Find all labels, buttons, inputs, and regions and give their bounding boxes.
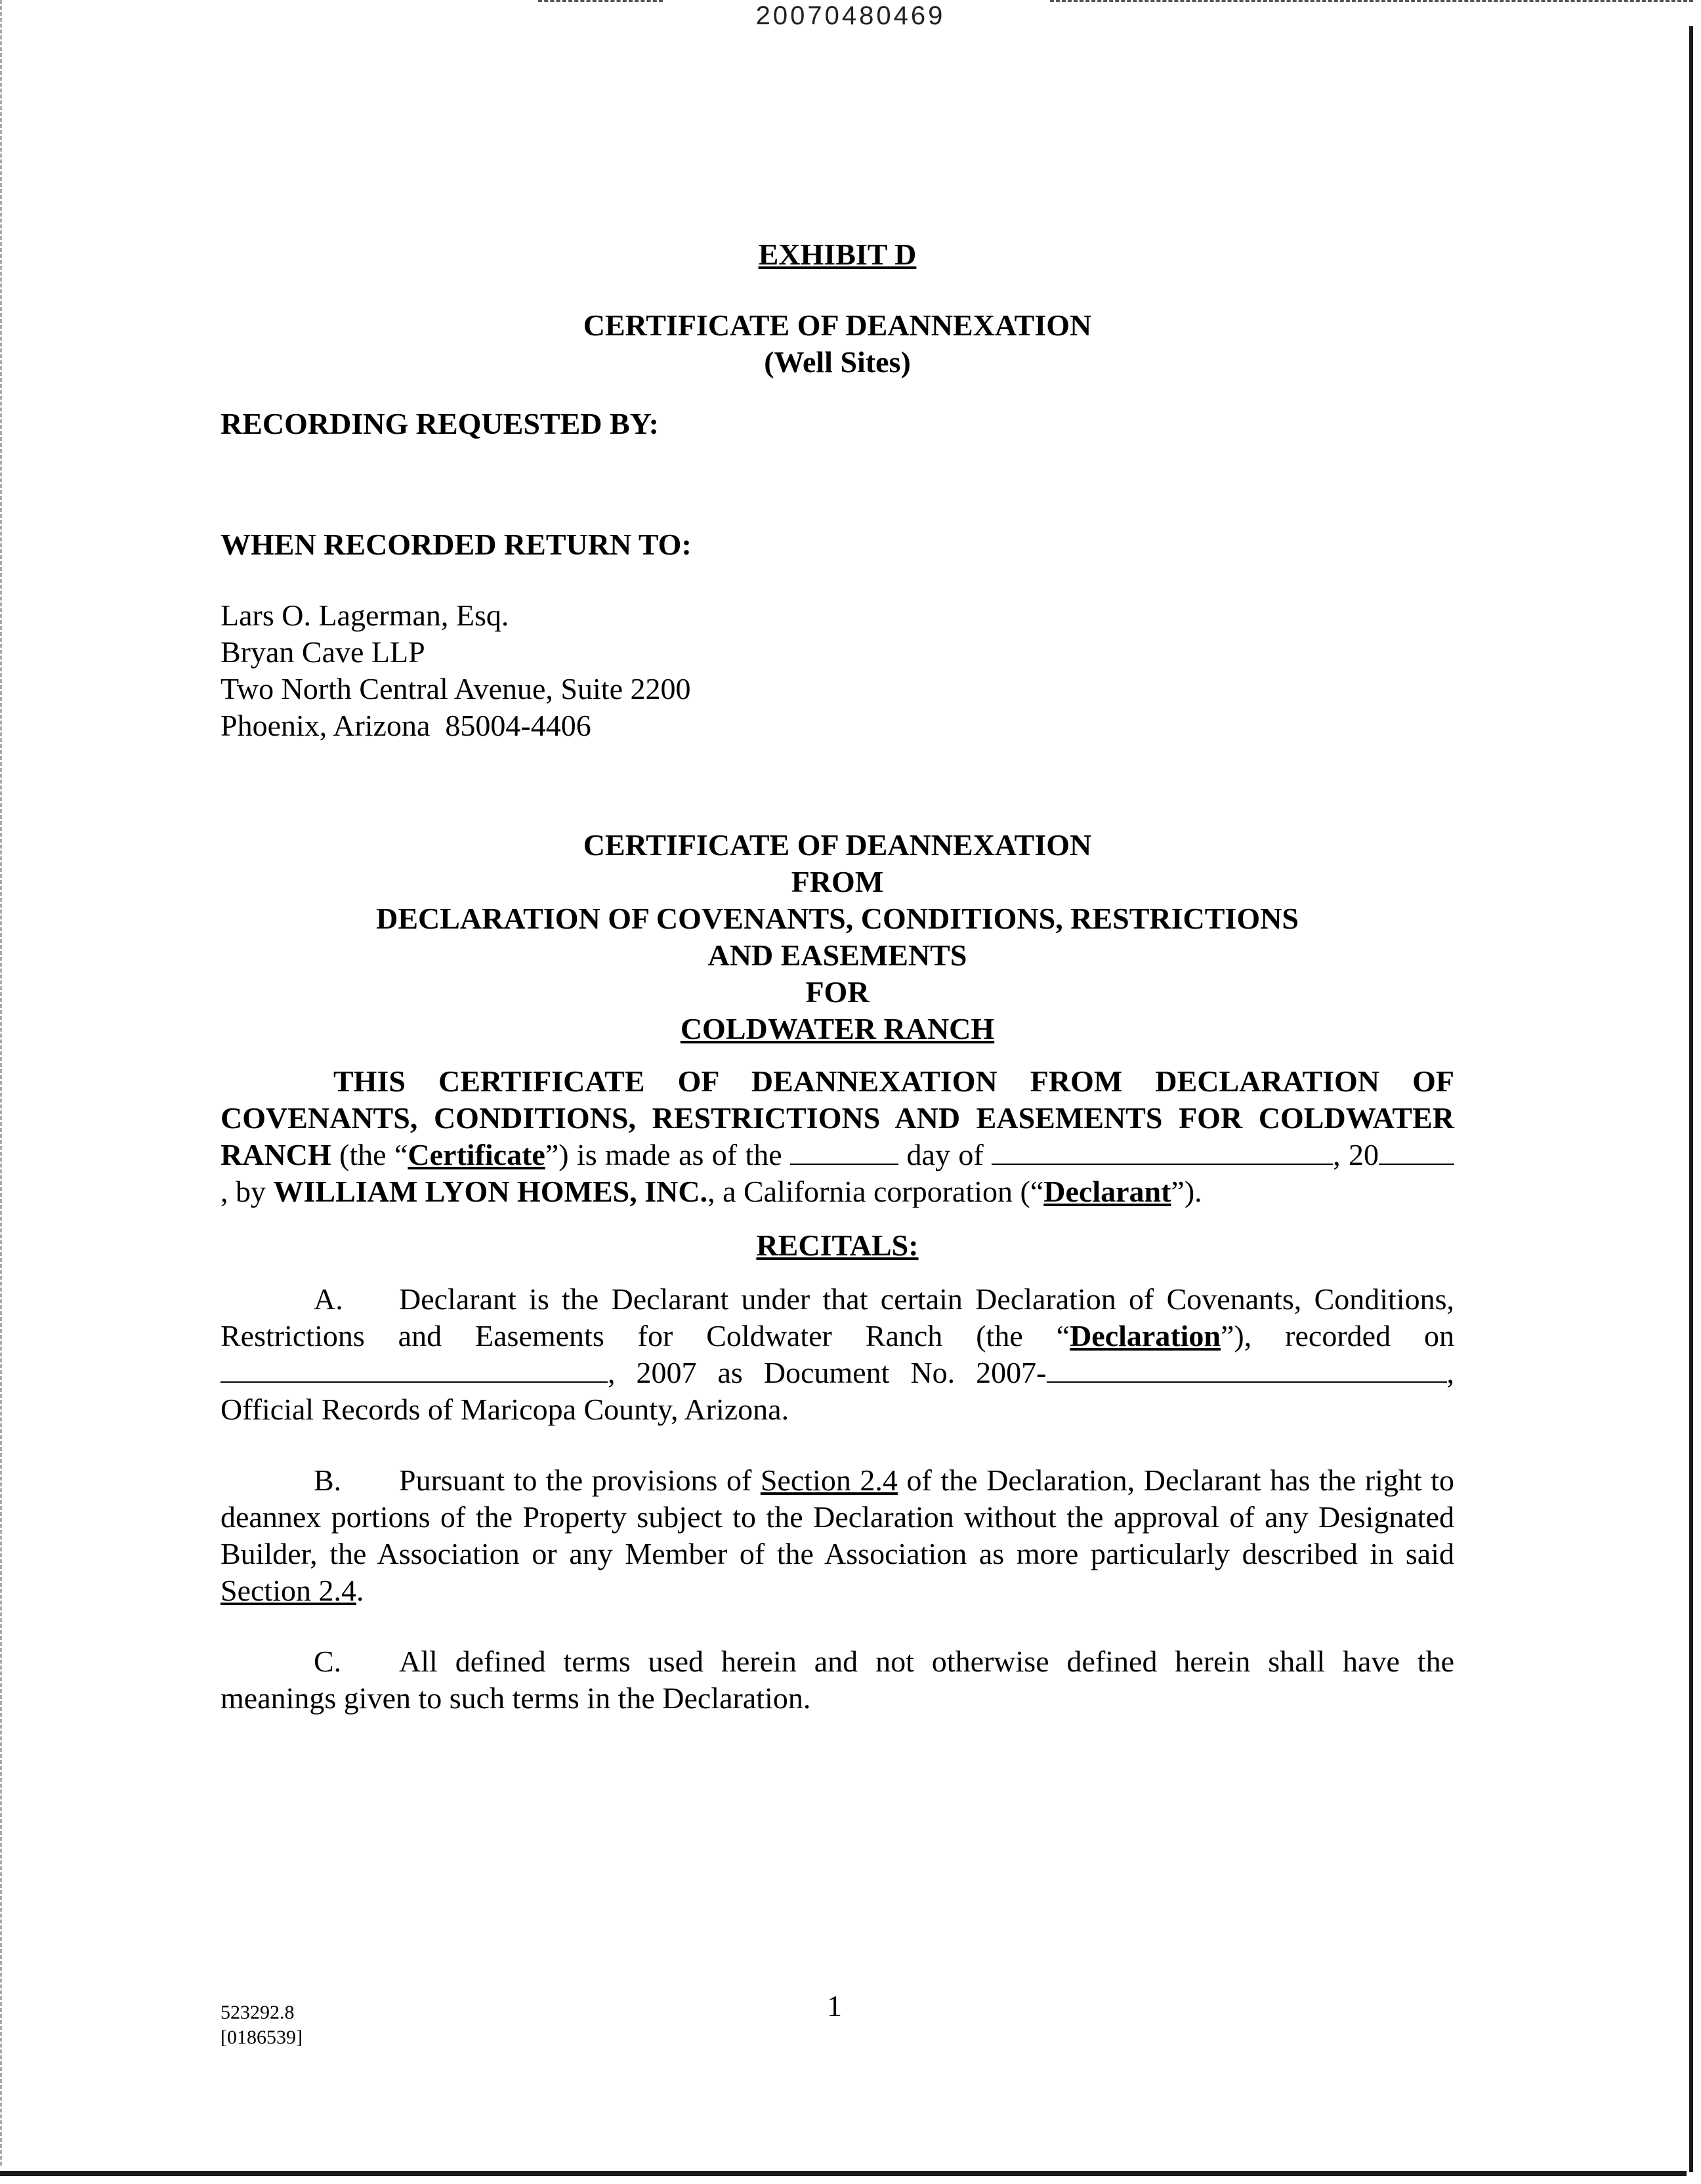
- company-name: WILLIAM LYON HOMES, INC.: [273, 1175, 708, 1208]
- recital-text: ”), recorded on: [1221, 1319, 1454, 1353]
- return-to-label: WHEN RECORDED RETURN TO:: [220, 528, 692, 561]
- year-blank: [1379, 1140, 1454, 1165]
- document-number-blank: [1047, 1358, 1447, 1383]
- scan-artifact-left-edge: [0, 0, 5, 2166]
- defined-term-declarant: Declarant: [1043, 1175, 1171, 1208]
- footer-client-ref: [0186539]: [220, 2026, 303, 2048]
- recital-text: All defined terms used herein and not otherwise defined herein shall have the meanings given to such terms in the Declaration.: [220, 1645, 1454, 1715]
- exhibit-title: CERTIFICATE OF DEANNEXATION: [583, 308, 1092, 342]
- recording-requested-by-label: RECORDING REQUESTED BY:: [220, 407, 659, 440]
- intro-text: , a California corporation (“: [707, 1175, 1044, 1208]
- heading-line: FOR: [805, 975, 870, 1009]
- intro-text: ”).: [1171, 1175, 1202, 1208]
- defined-term-declaration: Declaration: [1070, 1319, 1221, 1353]
- certificate-heading: [220, 827, 1454, 1047]
- recital-text: , 2007 as Document No. 2007-: [608, 1356, 1047, 1389]
- scan-artifact-right-edge: [1689, 26, 1693, 2172]
- intro-text: , 20: [1333, 1138, 1379, 1171]
- recitals-heading: RECITALS:: [756, 1228, 919, 1262]
- exhibit-subtitle: (Well Sites): [764, 345, 911, 379]
- heading-line: CERTIFICATE OF DEANNEXATION: [583, 828, 1092, 862]
- footer-references: [220, 2000, 303, 2050]
- recital-text: , Official Records of Maricopa County, Arizona.: [220, 1356, 1454, 1426]
- project-name: COLDWATER RANCH: [680, 1012, 995, 1045]
- recording-date-blank: [220, 1358, 608, 1383]
- recital-text: Declarant is the Declarant under that certain Declaration of Covenants, Conditions, Restrictions and Easements for Coldwater Ranch (the “: [220, 1282, 1454, 1353]
- scan-artifact-bottom-edge: [0, 2171, 1687, 2176]
- defined-term-certificate: Certificate: [408, 1138, 545, 1171]
- intro-text: (the “: [331, 1138, 408, 1171]
- footer-doc-ref: 523292.8: [220, 2002, 295, 2023]
- recital-text: of the Declaration, Declarant has the right to deannex portions of the Property subject to the Declaration without the approval of any Designated Builder, the Association or any Member of the Association as more particularly described in said: [220, 1463, 1454, 1570]
- heading-line: DECLARATION OF COVENANTS, CONDITIONS, RESTRICTIONS: [376, 902, 1299, 935]
- page-number: 1: [827, 1989, 842, 2023]
- recital-text: .: [356, 1574, 364, 1607]
- recital-text: Pursuant to the provisions of: [399, 1463, 761, 1497]
- month-blank: [992, 1140, 1333, 1165]
- heading-line: FROM: [791, 865, 884, 898]
- address-line: Two North Central Avenue, Suite 2200: [220, 672, 691, 705]
- address-line: Lars O. Lagerman, Esq.: [220, 598, 509, 632]
- intro-text: , by: [220, 1175, 274, 1208]
- intro-bold-lead: THIS CERTIFICATE OF DEANNEXATION FROM DECLARATION OF COVENANTS, CONDITIONS, RESTRICTIONS AND EASEMENTS FOR COLDWATER RANCH: [220, 1064, 1454, 1171]
- recital-letter: B.: [314, 1463, 342, 1497]
- recital-a: [220, 1281, 1454, 1428]
- address-line: Phoenix, Arizona 85004-4406: [220, 709, 591, 742]
- return-address: [220, 597, 1454, 744]
- intro-text: ”) is made as of the: [545, 1138, 791, 1171]
- intro-text: day of: [898, 1138, 992, 1171]
- recital-c: [220, 1643, 1454, 1717]
- heading-line: AND EASEMENTS: [707, 938, 967, 972]
- recording-document-number: 20070480469: [755, 1, 946, 30]
- recital-b: [220, 1462, 1454, 1609]
- recital-letter: A.: [314, 1282, 343, 1316]
- recital-letter: C.: [314, 1645, 342, 1678]
- section-reference: Section 2.4: [760, 1463, 898, 1497]
- intro-paragraph: [220, 1063, 1454, 1210]
- day-blank: [790, 1140, 898, 1165]
- address-line: Bryan Cave LLP: [220, 635, 425, 669]
- exhibit-label: EXHIBIT D: [758, 238, 917, 271]
- document-body: [220, 236, 1454, 1717]
- section-reference: Section 2.4: [220, 1574, 356, 1607]
